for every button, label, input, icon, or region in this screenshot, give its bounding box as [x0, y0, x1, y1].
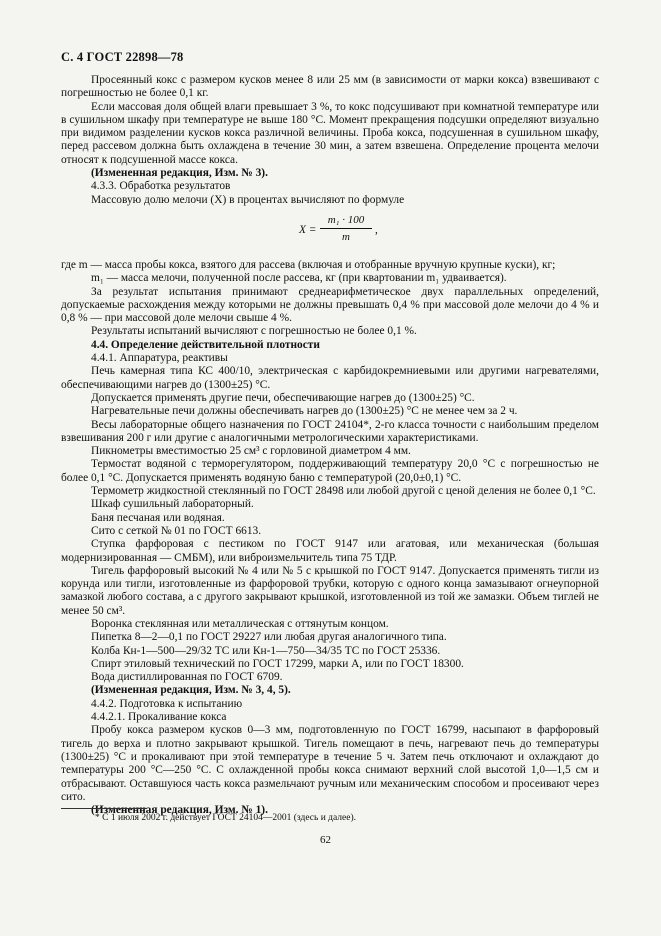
formula-lhs: X = [299, 223, 317, 236]
paragraph: Вода дистиллированная по ГОСТ 6709. [91, 671, 283, 684]
definition: m₁ — масса мелочи, полученной после рассева, кг (при квартовании m₁ удваивается). [91, 272, 507, 285]
paragraph: Шкаф сушильный лабораторный. [91, 498, 254, 511]
section-heading: 4.3.3. Обработка результатов [91, 180, 231, 193]
paragraph: За результат испытания принимают среднеарифметическое двух параллельных определений, допускаемые расхождения между которыми не должны превышать 0,4 % при массовой доле мелочи до 4 % и 0,8 % — при массовой доле мелочи свыше 4 %. [61, 285, 599, 325]
formula-fraction [320, 214, 372, 245]
page-number: 62 [320, 834, 331, 846]
edition-note: (Измененная редакция, Изм. № 1). [91, 804, 268, 817]
section-heading: 4.4.1. Аппаратура, реактивы [91, 352, 228, 365]
paragraph: Массовую долю мелочи (X) в процентах вычисляют по формуле [91, 193, 405, 206]
paragraph: Печь камерная типа КС 400/10, электрическая с карбидокремниевыми или другими нагревателями, обеспечивающими нагрев до (1300±25) °С. [61, 365, 599, 391]
paragraph: Допускается применять другие печи, обеспечивающие нагрев до (1300±25) °С. [91, 391, 475, 404]
paragraph: Пикнометры вместимостью 25 см³ с горловиной диаметром 4 мм. [91, 445, 411, 458]
paragraph: Спирт этиловый технический по ГОСТ 17299, марки А, или по ГОСТ 18300. [91, 657, 464, 670]
formula [61, 211, 599, 251]
paragraph: Если массовая доля общей влаги превышает 3 %, то кокс подсушивают при комнатной температуре или в сушильном шкафу при температуре не выше 180 °С. Момент прекращения подсушки определяют визуально при видимом разделении кусков кокса различной величины. Проба кокса, подсушенная в сушильном шкафу, перед рассевом должна быть охлаждена в течение 30 мин, а затем взвешена. Определение процента мелочи относят к подсушенной массе кокса. [61, 100, 599, 166]
paragraph: Воронка стеклянная или металлическая с оттянутым концом. [91, 617, 389, 630]
paragraph: Термостат водяной с терморегулятором, поддерживающий температуру 20,0 °С с погрешностью не более 0,1 °С. Допускается применять водяную баню с температурой (20,0±0,1) °С. [61, 458, 599, 484]
edition-note: (Измененная редакция, Изм. № 3). [91, 167, 268, 180]
section-heading: 4.4. Определение действительной плотности [91, 338, 320, 351]
paragraph: Нагревательные печи должны обеспечивать нагрев до (1300±25) °С не менее чем за 2 ч. [91, 405, 518, 418]
edition-note: (Измененная редакция, Изм. № 3, 4, 5). [91, 684, 291, 697]
formula-numerator: m₁ · 100 [320, 214, 372, 229]
paragraph: Термометр жидкостной стеклянный по ГОСТ 28498 или любой другой с ценой деления не более 0,1 °С. [91, 485, 596, 498]
paragraph: Пробу кокса размером кусков 0—3 мм, подготовленную по ГОСТ 16799, насыпают в фарфоровый тигель до верха и плотно закрывают крышкой. Тигель помещают в печь, нагревают печь до температуры (1300±25) °С и прокаливают при этой температуре в течение 5 ч. Затем печь отключают и охлаждают до температуры 200 °С—250 °С. С охлажденной пробы кокса снимают верхний слой высотой 1,0—1,5 см и отбрасывают. Оставшуюся часть кокса размельчают ручным или механическим способом и просеивают через сито. [61, 724, 599, 803]
paragraph: Пипетка 8—2—0,1 по ГОСТ 29227 или любая другая аналогичного типа. [91, 631, 447, 644]
paragraph: Весы лабораторные общего назначения по ГОСТ 24104*, 2-го класса точности с наибольшим пределом взвешивания 200 г или другие с аналогичными метрологическими характеристиками. [61, 418, 599, 444]
formula-tail: , [375, 223, 378, 236]
section-heading: 4.4.2.1. Прокаливание кокса [91, 711, 227, 724]
paragraph: Тигель фарфоровый высокий № 4 или № 5 с крышкой по ГОСТ 9147. Допускается применять тигли из корунда или тигли, изготовленные из фарфоровой трубки, которую с одного конца замазывают огнеупорной замазкой любого состава, а с другого закрывают крышкой, изготовленной из той же замазки. Объем тиглей не менее 50 см³. [61, 564, 599, 617]
paragraph: Ступка фарфоровая с пестиком по ГОСТ 9147 или агатовая, или механическая (большая модернизированная — СМБМ), или виброизмельчитель типа 75 ТДР. [61, 538, 599, 564]
paragraph: Баня песчаная или водяная. [91, 511, 225, 524]
document-body [61, 74, 599, 817]
formula-denominator: m [342, 231, 350, 244]
definition: где m — масса пробы кокса, взятого для рассева (включая и отобранные вручную крупные куски), кг; [61, 258, 556, 271]
footnote: * С 1 июля 2002 г. действует ГОСТ 24104—2001 (здесь и далее). [95, 813, 357, 823]
paragraph: Колба Кн-1—500—29/32 ТС или Кн-1—750—34/35 ТС по ГОСТ 25336. [91, 644, 441, 657]
paragraph: Сито с сеткой № 01 по ГОСТ 6613. [91, 524, 262, 537]
footnote-rule [61, 808, 147, 809]
paragraph: Результаты испытаний вычисляют с погрешностью не более 0,1 %. [91, 325, 417, 338]
section-heading: 4.4.2. Подготовка к испытанию [91, 697, 243, 710]
page-header: С. 4 ГОСТ 22898—78 [61, 50, 184, 64]
paragraph: Просеянный кокс с размером кусков менее 8 или 25 мм (в зависимости от марки кокса) взвешивают с погрешностью не более 0,1 кг. [61, 74, 599, 100]
